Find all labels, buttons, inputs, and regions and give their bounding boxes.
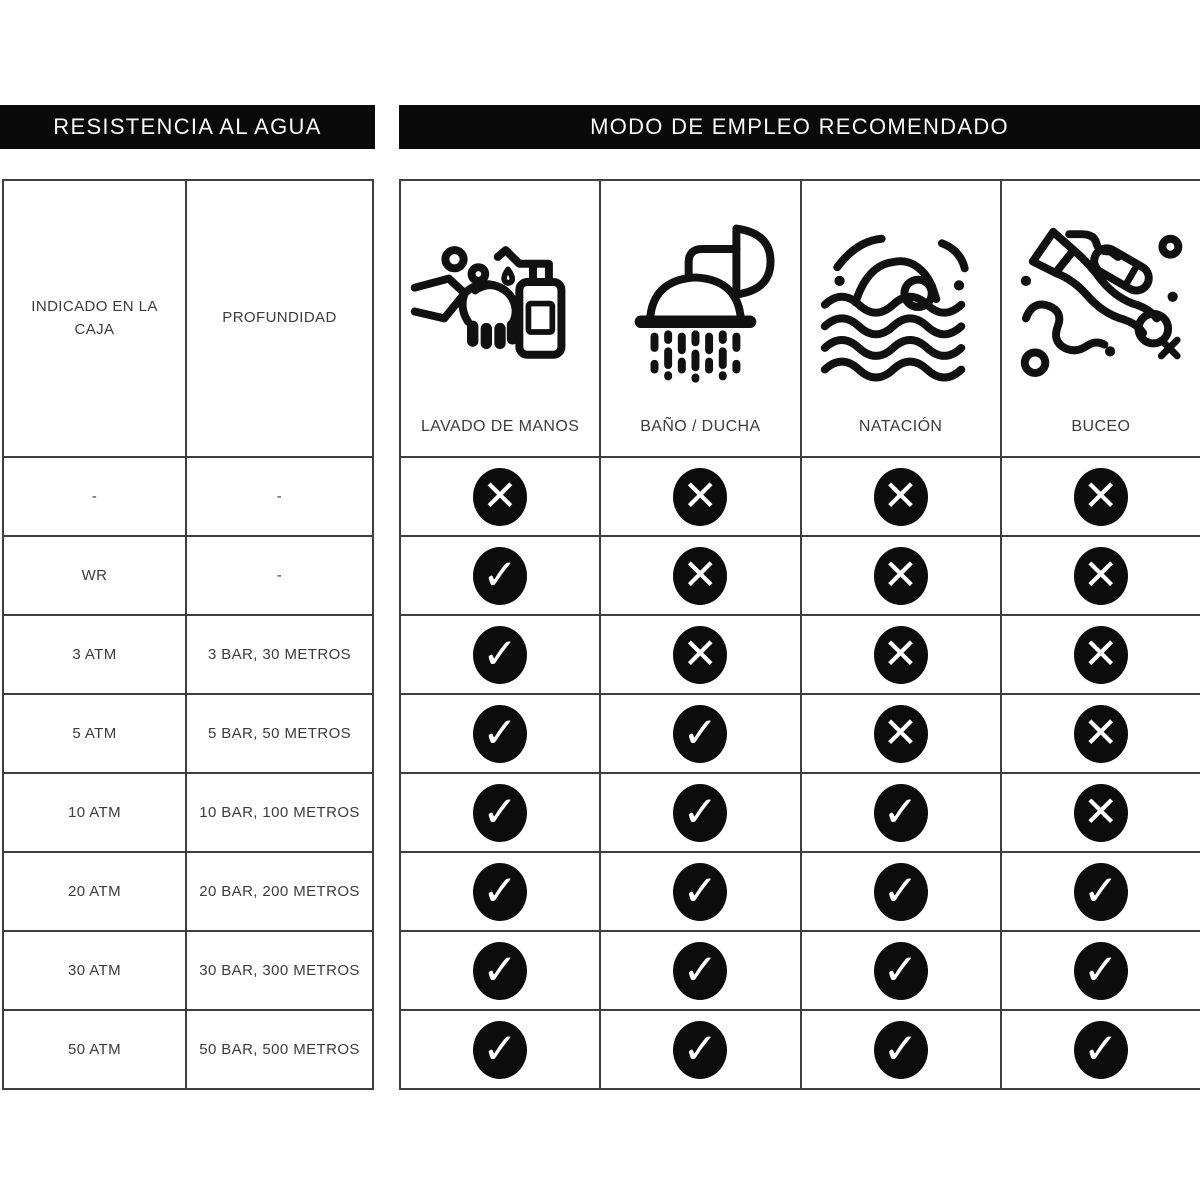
activity-shower — [601, 181, 799, 456]
usage-cell — [802, 695, 1000, 772]
usage-cell — [401, 695, 599, 772]
activity-label: BUCEO — [1071, 418, 1131, 435]
usage-mark — [673, 942, 727, 1000]
activity-handwash — [401, 181, 599, 456]
swimming-icon — [810, 216, 992, 398]
usage-cell — [1002, 774, 1200, 851]
activity-label: LAVADO DE MANOS — [420, 418, 580, 435]
usage-mark-glyph: ✓ — [682, 1023, 719, 1073]
water-resistance-table — [2, 179, 374, 1090]
usage-mark — [1074, 942, 1128, 1000]
usage-cell — [601, 616, 799, 693]
depth-cell: - — [187, 537, 372, 614]
usage-cell — [601, 932, 799, 1009]
usage-mark — [1074, 468, 1128, 526]
usage-mark-glyph: ✕ — [1083, 707, 1119, 757]
usage-cell — [401, 1011, 599, 1088]
usage-mark — [874, 784, 928, 842]
icon-box — [1010, 195, 1192, 418]
usage-mark-glyph: ✓ — [482, 628, 518, 678]
usage-cell — [1002, 853, 1200, 930]
usage-cell — [601, 853, 799, 930]
column-header-marking: INDICADO EN LA CAJA — [4, 181, 185, 456]
activity-diving — [1002, 181, 1200, 456]
usage-cell — [401, 774, 599, 851]
marking-cell: - — [4, 458, 185, 535]
usage-mark — [473, 1021, 527, 1079]
usage-mark — [874, 863, 928, 921]
marking-cell: 3 ATM — [4, 616, 185, 693]
usage-mark-glyph: ✓ — [1083, 944, 1119, 994]
usage-mark — [874, 547, 928, 605]
marking-cell: 50 ATM — [4, 1011, 185, 1088]
usage-mark — [673, 468, 727, 526]
usage-mark — [473, 468, 527, 526]
usage-mark-glyph: ✕ — [882, 549, 919, 599]
water-resistance-header-title: RESISTENCIA AL AGUA — [53, 114, 322, 139]
usage-mark-glyph: ✕ — [1083, 470, 1119, 520]
usage-mark — [473, 705, 527, 763]
usage-mark — [874, 942, 928, 1000]
usage-mark — [473, 784, 527, 842]
usage-mark — [1074, 784, 1128, 842]
usage-mark-glyph: ✓ — [482, 944, 518, 994]
usage-mark — [673, 784, 727, 842]
usage-mark-glyph: ✓ — [482, 865, 518, 915]
usage-mark-glyph: ✓ — [682, 944, 719, 994]
usage-mark — [673, 863, 727, 921]
usage-mark — [874, 1021, 928, 1079]
recommended-use-header-title: MODO DE EMPLEO RECOMENDADO — [590, 114, 1009, 139]
icon-box — [409, 195, 591, 418]
usage-mark-glyph: ✓ — [482, 1023, 518, 1073]
usage-cell — [401, 932, 599, 1009]
activity-label: BAÑO / DUCHA — [640, 418, 761, 435]
usage-mark — [473, 547, 527, 605]
usage-mark — [1074, 547, 1128, 605]
usage-mark — [874, 626, 928, 684]
marking-cell: 20 ATM — [4, 853, 185, 930]
usage-cell — [401, 537, 599, 614]
marking-cell: 30 ATM — [4, 932, 185, 1009]
usage-mark-glyph: ✕ — [682, 628, 719, 678]
usage-cell — [601, 537, 799, 614]
usage-mark — [473, 942, 527, 1000]
usage-cell — [1002, 458, 1200, 535]
usage-cell — [802, 774, 1000, 851]
usage-mark — [874, 705, 928, 763]
depth-cell: 30 BAR, 300 METROS — [187, 932, 372, 1009]
usage-mark-glyph: ✕ — [1083, 549, 1119, 599]
handwash-icon — [409, 216, 591, 398]
usage-mark-glyph: ✕ — [682, 549, 719, 599]
usage-mark-glyph: ✓ — [882, 865, 919, 915]
depth-cell: 10 BAR, 100 METROS — [187, 774, 372, 851]
usage-mark — [1074, 1021, 1128, 1079]
usage-mark-glyph: ✓ — [482, 707, 518, 757]
marking-cell: 5 ATM — [4, 695, 185, 772]
usage-cell — [601, 774, 799, 851]
usage-mark-glyph: ✓ — [882, 1023, 919, 1073]
marking-cell: 10 ATM — [4, 774, 185, 851]
usage-cell — [802, 853, 1000, 930]
usage-mark — [473, 626, 527, 684]
usage-cell — [802, 458, 1000, 535]
usage-table — [399, 179, 1200, 1090]
usage-mark-glyph: ✓ — [1083, 1023, 1119, 1073]
usage-cell — [1002, 616, 1200, 693]
shower-icon — [609, 216, 791, 398]
usage-cell — [1002, 932, 1200, 1009]
usage-cell — [802, 1011, 1000, 1088]
usage-mark-glyph: ✓ — [882, 944, 919, 994]
usage-cell — [601, 458, 799, 535]
usage-cell — [802, 616, 1000, 693]
activity-swimming — [802, 181, 1000, 456]
usage-mark-glyph: ✓ — [682, 865, 719, 915]
usage-mark-glyph: ✕ — [1083, 628, 1119, 678]
usage-cell — [802, 537, 1000, 614]
usage-mark — [874, 468, 928, 526]
column-header-depth: PROFUNDIDAD — [187, 181, 372, 456]
usage-mark-glyph: ✓ — [882, 786, 919, 836]
depth-cell: 20 BAR, 200 METROS — [187, 853, 372, 930]
usage-mark — [673, 547, 727, 605]
depth-cell: 3 BAR, 30 METROS — [187, 616, 372, 693]
usage-mark-glyph: ✕ — [882, 470, 919, 520]
usage-mark-glyph: ✓ — [482, 549, 518, 599]
usage-mark-glyph: ✓ — [682, 786, 719, 836]
usage-mark — [1074, 626, 1128, 684]
usage-cell — [601, 1011, 799, 1088]
depth-cell: - — [187, 458, 372, 535]
usage-cell — [401, 853, 599, 930]
usage-mark — [673, 1021, 727, 1079]
usage-mark-glyph: ✕ — [482, 470, 518, 520]
activity-label: NATACIÓN — [858, 418, 943, 435]
water-resistance-header-bar — [0, 105, 375, 149]
usage-cell — [802, 932, 1000, 1009]
usage-cell — [1002, 537, 1200, 614]
diving-icon — [1010, 216, 1192, 398]
usage-cell — [601, 695, 799, 772]
depth-cell: 50 BAR, 500 METROS — [187, 1011, 372, 1088]
usage-mark-glyph: ✕ — [1083, 786, 1119, 836]
usage-mark-glyph: ✓ — [482, 786, 518, 836]
usage-mark-glyph: ✕ — [882, 628, 919, 678]
usage-cell — [401, 616, 599, 693]
depth-cell: 5 BAR, 50 METROS — [187, 695, 372, 772]
usage-mark — [673, 705, 727, 763]
usage-mark-glyph: ✓ — [682, 707, 719, 757]
usage-mark — [673, 626, 727, 684]
usage-mark — [1074, 705, 1128, 763]
usage-cell — [401, 458, 599, 535]
usage-mark-glyph: ✕ — [682, 470, 719, 520]
usage-cell — [1002, 1011, 1200, 1088]
icon-box — [609, 195, 791, 418]
recommended-use-header-bar — [399, 105, 1200, 149]
icon-box — [810, 195, 992, 418]
usage-mark-glyph: ✕ — [882, 707, 919, 757]
marking-cell: WR — [4, 537, 185, 614]
usage-mark — [1074, 863, 1128, 921]
usage-mark — [473, 863, 527, 921]
usage-cell — [1002, 695, 1200, 772]
usage-mark-glyph: ✓ — [1083, 865, 1119, 915]
